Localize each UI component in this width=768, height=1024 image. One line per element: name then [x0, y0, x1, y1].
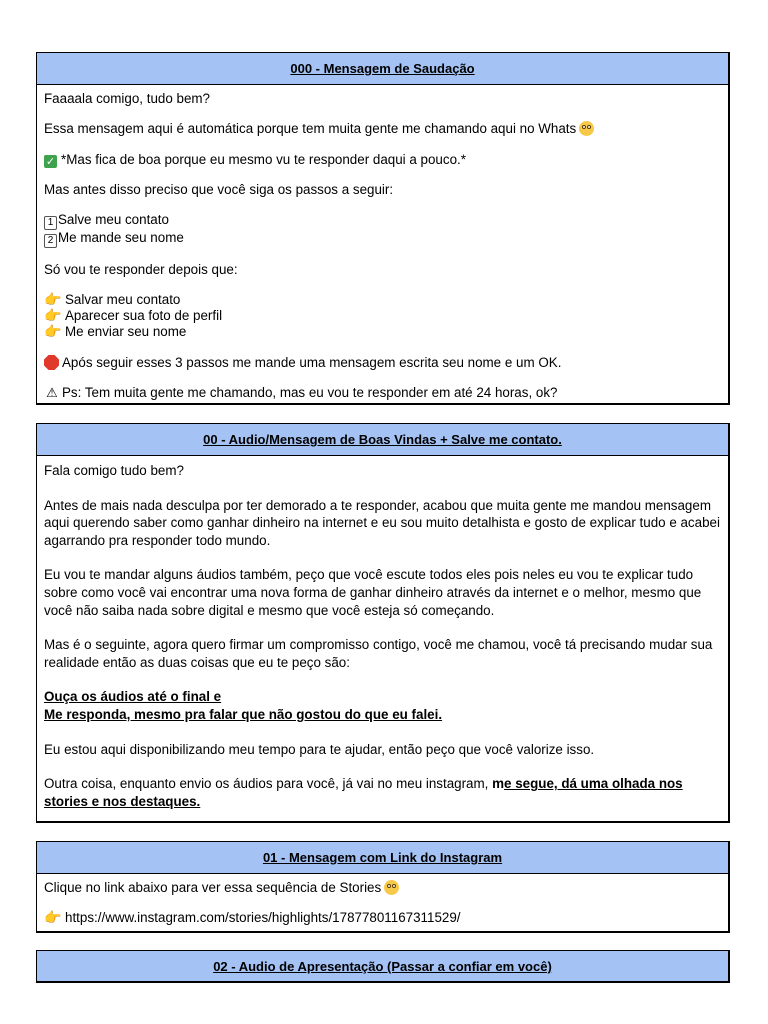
- welcome-line: Fala comigo tudo bem?: [44, 463, 184, 478]
- after-steps-text: Após seguir esses 3 passos me mande uma mensagem escrita seu nome e um OK.: [62, 355, 562, 370]
- audios-paragraph: Eu vou te mandar alguns áudios também, peço que você escute todos eles pois neles eu vou te explicar tudo sobre como você vai encontrar uma nova forma de ganhar dinheiro através da internet e o melhor, mesmo que você não saiba nada sobre digital e mesmo que você esteja só começando.: [44, 567, 702, 618]
- instagram-follow-bold: e segue, dá uma olhada nos stories e nos destaques.: [44, 776, 683, 809]
- request-line-1: Ouça os áudios até o final e: [44, 689, 222, 705]
- condition-text: Aparecer sua foto de perfil: [65, 308, 223, 323]
- instagram-follow-bold-start: m: [492, 776, 505, 792]
- instagram-follow-text: Outra coisa, enquanto envio os áudios para você, já vai no meu instagram,: [44, 776, 493, 792]
- apology-paragraph: Antes de mais nada desculpa por ter demorado a te responder, acabou que muita gente me mandou mensagem aqui querendo saber como ganhar dinheiro na internet e eu sou muito detalhista e gosto de explicar tudo e acabei agarrando pra responder todo mundo.: [44, 497, 720, 548]
- block-title: 000 - Mensagem de Saudação: [37, 53, 728, 85]
- message-block-welcome: [36, 423, 730, 823]
- message-block-greeting: [36, 52, 730, 405]
- flushed-face-icon: [579, 121, 594, 136]
- commitment-paragraph: Mas é o seguinte, agora quero firmar um compromisso contigo, você me chamou, você tá precisando mudar sua realidade então as duas coisas que eu te peço são:: [44, 637, 713, 670]
- pointing-hand-icon: 👉: [44, 308, 62, 324]
- step-text: Me mande seu nome: [58, 230, 184, 245]
- condition-text: Me enviar seu nome: [65, 324, 187, 339]
- conditions-intro-line: Só vou te responder depois que:: [44, 262, 238, 277]
- block-body: [37, 85, 728, 402]
- block-body: [37, 874, 728, 926]
- reassurance-line: [44, 152, 721, 168]
- pointing-hand-icon: 👉: [44, 910, 62, 926]
- condition-item: [44, 308, 721, 324]
- automatic-message-line: [44, 121, 721, 137]
- message-block-instagram-link: [36, 841, 730, 933]
- link-line: [44, 910, 721, 926]
- automatic-message-text: Essa mensagem aqui é automática porque tem muita gente me chamando aqui no Whats: [44, 121, 577, 136]
- step-item: [44, 212, 721, 230]
- warning-icon: ⚠: [46, 386, 58, 401]
- reassurance-text: *Mas fica de boa porque eu mesmo vu te responder daqui a pouco.*: [61, 152, 466, 167]
- request-line-2: Me responda, mesmo pra falar que não gostou do que eu falei.: [44, 706, 443, 722]
- condition-item: [44, 292, 721, 308]
- block-title: 01 - Mensagem com Link do Instagram: [37, 842, 728, 874]
- block-body: [37, 456, 728, 810]
- instagram-follow-paragraph: [44, 775, 721, 810]
- greeting-line: Faaaala comigo, tudo bem?: [44, 91, 210, 106]
- keycap-two-icon: 2: [44, 234, 57, 248]
- stories-text: Clique no link abaixo para ver essa sequência de Stories: [44, 880, 382, 895]
- condition-item: [44, 324, 721, 340]
- steps-intro-line: Mas antes disso preciso que você siga os passos a seguir:: [44, 182, 394, 197]
- ps-line: [44, 385, 721, 402]
- value-time-line: Eu estou aqui disponibilizando meu tempo para te ajudar, então peço que você valorize isso.: [44, 741, 595, 757]
- after-steps-line: [44, 355, 721, 371]
- ps-text: Ps: Tem muita gente me chamando, mas eu vou te responder em até 24 horas, ok?: [62, 385, 558, 400]
- stories-line: [44, 880, 721, 896]
- block-title: 00 - Audio/Mensagem de Boas Vindas + Salve me contato.: [37, 424, 728, 456]
- stop-sign-icon: [44, 355, 59, 370]
- message-block-presentation: [36, 950, 730, 983]
- step-text: Salve meu contato: [58, 212, 169, 227]
- keycap-one-icon: 1: [44, 216, 57, 230]
- condition-text: Salvar meu contato: [65, 292, 181, 307]
- check-mark-icon: ✓: [45, 155, 56, 168]
- instagram-link[interactable]: https://www.instagram.com/stories/highlights/17877801167311529/: [65, 910, 461, 925]
- step-item: [44, 230, 721, 248]
- block-title: 02 - Audio de Apresentação (Passar a confiar em você): [37, 951, 728, 981]
- flushed-face-icon: [384, 880, 399, 895]
- pointing-hand-icon: 👉: [44, 292, 62, 308]
- pointing-hand-icon: 👉: [44, 324, 62, 340]
